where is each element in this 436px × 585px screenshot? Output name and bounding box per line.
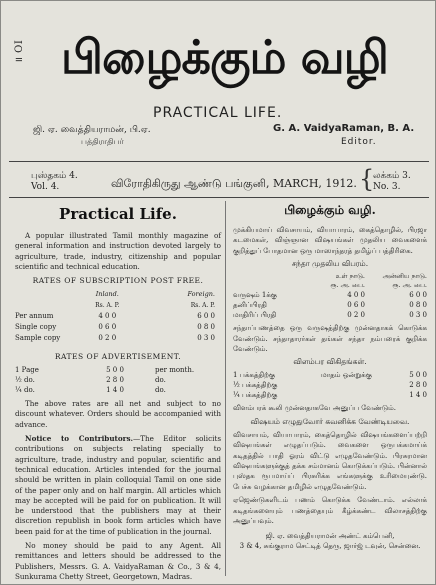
rate-label: Single copy (15, 323, 57, 332)
date-english: MARCH, 1912. (272, 177, 357, 190)
column-divider (225, 201, 226, 576)
number-box (373, 171, 411, 193)
tamil-adv-note: விளம்பரக் கூலி முன்னதாகவே அனுப்ப வேண்டும். (233, 404, 396, 413)
tamil-rate-row (233, 300, 427, 310)
tamil-intro: முக்கியமாய் விவசாயம், வியாபாரம், கைத்தொழில், பிரஜா கடமைகள், விஞ்ஞான விஷயங்கள் முதலிய வைகளைக் குறித்துப் போதமான ஒரு மாஸாந்தரத் தமிழ்ப் பத்திரிகை. (233, 226, 427, 255)
adv-per: per month. (155, 366, 195, 375)
inland-units: Rs. A. P. (95, 302, 120, 310)
volume-tamil: புஸ்தகம் 4. (31, 171, 78, 181)
rate-inland: 0 6 0 (98, 323, 117, 332)
rate-foreign: 0 8 0 (197, 323, 215, 332)
tamil-inland-label: உள் நாடு. (335, 272, 365, 281)
header-rule-top (9, 161, 429, 162)
tamil-adv-size: ½ பக்கத்திற்கு (233, 381, 278, 390)
header-rule-bottom (9, 197, 429, 198)
dateline: விரோதிகிருது ஆண்டு பங்குனி, MARCH, 1912. (111, 177, 357, 190)
tamil-rate-foreign: 0 8 0 (409, 301, 427, 310)
tamil-adv-per: மாதம் ஒன்றுக்கு (321, 371, 372, 380)
tamil-rate-row (233, 290, 427, 300)
rate-row (15, 333, 221, 344)
volume-english: Vol. 4. (31, 182, 60, 192)
adv-row (15, 375, 221, 385)
tamil-rate-inland: 0 6 0 (347, 301, 365, 310)
inland-label: Inland. (95, 290, 119, 299)
agent-note: No money should be paid to any Agent. All remittances and letters should be addressed to the Publishers, Messrs. G. A. VaidyaRaman & Co., 3 & 4, Sunkurama Chetty Street, Georgetown, Madras. (15, 541, 221, 581)
tamil-adv-price: 1 4 0 (409, 391, 427, 400)
tamil-inland-units: ரூ. அ. பை. (330, 281, 365, 290)
tamil-heading: பிழைக்கும் வழி. (284, 203, 376, 217)
tamil-adv-row (233, 370, 427, 380)
editor-role-tamil: பத்திராதிபர் (81, 137, 124, 146)
notice-body: —The Editor solicits contributions on subjects relating specially to agriculture, trade, industry and popular, scientific and technical education. Articles intended for the journal should be written in plain colloquial Tamil on one side of the paper only and on half margin. All articles which may be accepted will be paid for on publication. It will be understood that the publishers may at their discretion republish in book form articles which have been paid for at the time of publication in the journal. (15, 434, 222, 536)
number-tamil: லக்கம் 3. (373, 171, 411, 181)
tamil-foreign-units: ரூ. அ. பை. (392, 281, 427, 290)
foreign-label: Foreign. (187, 290, 215, 299)
tamil-rate-inland: 0 2 0 (347, 311, 365, 320)
tamil-column (233, 201, 427, 551)
side-number: ॥ ΟΙ (14, 39, 25, 63)
tamil-contrib-title: விஷயம் எழுதுவோர் கவனிக்க வேண்டியவை. (250, 416, 410, 426)
number-english: No. 3. (373, 182, 401, 192)
tamil-rates-note: சந்தாப்பணத்தை ஒரு வருஷத்திற்கு முன்னதாகக் கொடுக்க வேண்டும். சந்தாதாரர்கள் தங்கள் சந்தா நம்பரைக் குறிக்க வேண்டும். (233, 324, 427, 354)
tamil-rate-foreign: 0 3 0 (409, 311, 427, 320)
tamil-rates-title: சந்தா முதலிய விபரம். (291, 259, 369, 269)
tamil-adv-size: 1 பக்கத்திற்கு (233, 371, 276, 380)
rate-foreign: 6 0 0 (197, 312, 215, 321)
english-column (15, 201, 221, 585)
tamil-adv-row (233, 380, 427, 390)
tamil-rate-inland: 4 0 0 (347, 291, 365, 300)
tamil-rate-label: வருஷம் 1க்கு (233, 291, 277, 300)
english-heading: Practical Life. (59, 205, 177, 223)
advertisement-rates-title: RATES OF ADVERTISEMENT. (54, 352, 182, 362)
rate-row (15, 322, 221, 333)
tamil-rates-units (233, 281, 427, 290)
adv-per: do. (155, 376, 166, 385)
adv-row (15, 365, 221, 375)
tamil-adv-row (233, 390, 427, 400)
adv-note: The above rates are all net and subject to no discount whatever. Orders should be accompanied with advance. (15, 399, 221, 429)
rate-label: Sample copy (15, 334, 61, 343)
rate-foreign: 0 3 0 (197, 334, 215, 343)
tamil-address: 3 & 4, சுங்குராம செட்டித் தெரு, ஜார்ஜ் டவுன், சென்னை. (239, 541, 421, 550)
contributors-notice (15, 434, 221, 537)
subscription-rates-title: RATES OF SUBSCRIPTION POST FREE. (32, 276, 204, 286)
tamil-adv-price: 5 0 0 (409, 371, 427, 380)
tamil-adv-price: 2 8 0 (409, 381, 427, 390)
subscription-rates-table (15, 289, 221, 344)
adv-price: 1 4 0 (106, 386, 124, 395)
editor-name-english: G. A. VaidyaRaman, B. A. (273, 123, 415, 134)
adv-per: do. (155, 386, 166, 395)
tamil-adv-per (321, 380, 387, 390)
rate-row (15, 311, 221, 322)
adv-row (15, 385, 221, 395)
adv-size: ¼ do. (15, 386, 35, 395)
brace-ornament: { (359, 165, 375, 193)
tamil-publisher-block (233, 531, 427, 551)
tamil-money-note: ஏஜெண்டுகளிடம் பணம் கொடுக்க வேண்டாம். எல்லாக் கடிதங்களையும் பணத்தையும் கீழ்க்கண்ட விலாசத்திற்கு அனுப்பவும். (233, 496, 427, 526)
tamil-rate-row (233, 310, 427, 320)
tamil-publisher: ஜி. ஏ. வைத்தியராமன் அண்ட் கம்பெனி, (265, 531, 395, 540)
rate-inland: 4 0 0 (98, 312, 117, 321)
adv-size: 1 Page (15, 366, 39, 375)
adv-price: 2 8 0 (106, 376, 124, 385)
tamil-rate-label: மாதிரிப் பிரதி (233, 311, 277, 320)
foreign-units: Rs. A. P. (190, 302, 215, 310)
volume-box (31, 171, 78, 193)
masthead-title: பிழைக்கும் வழி (61, 30, 388, 84)
tamil-foreign-label: அன்னிய நாடு. (382, 272, 427, 281)
tamil-adv-per (321, 390, 387, 400)
notice-title: Notice to Contributors. (25, 434, 134, 444)
tamil-rate-label: தனிப்பிரதி (233, 301, 267, 310)
rate-label: Per annum (15, 312, 54, 321)
tamil-adv-title: விளம்பர விகிதங்கள். (293, 357, 367, 367)
tamil-rates-header (233, 272, 427, 281)
rate-inland: 0 2 0 (98, 334, 117, 343)
tamil-adv-size: ¼ பக்கத்திற்கு (233, 391, 278, 400)
adv-price: 5 0 0 (106, 366, 124, 375)
tamil-contrib-body: விவசாயம், வியாபாரம், கைத்தொழில் விஷயங்களைப்பற்றி விஷயங்கள் எழுதப்படும். வைகளை ஒருபக்கமாய்க் கடிதத்தில் பாதி ஓரம் விட்டு எழுதவேண்டும். பிரசுரமான விஷயங்களுக்குத் தக்க சம்மானம் கொடுக்கப்படும். பின்னால் புஸ்தக ரூபமாய்ப் பிரசுரிக்க எங்களுக்கு உரிமையுண்டு. பேச்சு வழக்கான தமிழில் எழுதவேண்டும். (233, 430, 427, 491)
date-tamil: விரோதிகிருது ஆண்டு பங்குனி (111, 177, 266, 190)
editor-name-tamil: ஜி. ஏ. வைத்தியராமன், பி.ஏ. (33, 125, 151, 135)
masthead-subtitle: PRACTICAL LIFE. (153, 105, 283, 121)
tamil-rate-foreign: 6 0 0 (409, 291, 427, 300)
editor-role-english: Editor. (341, 137, 377, 147)
english-intro: A popular illustrated Tamil monthly magazine of general information and instruction devoted largely to agriculture, trade, industry, citizenship and popular scientific and technical education. (15, 231, 221, 271)
adv-size: ½ do. (15, 376, 35, 385)
